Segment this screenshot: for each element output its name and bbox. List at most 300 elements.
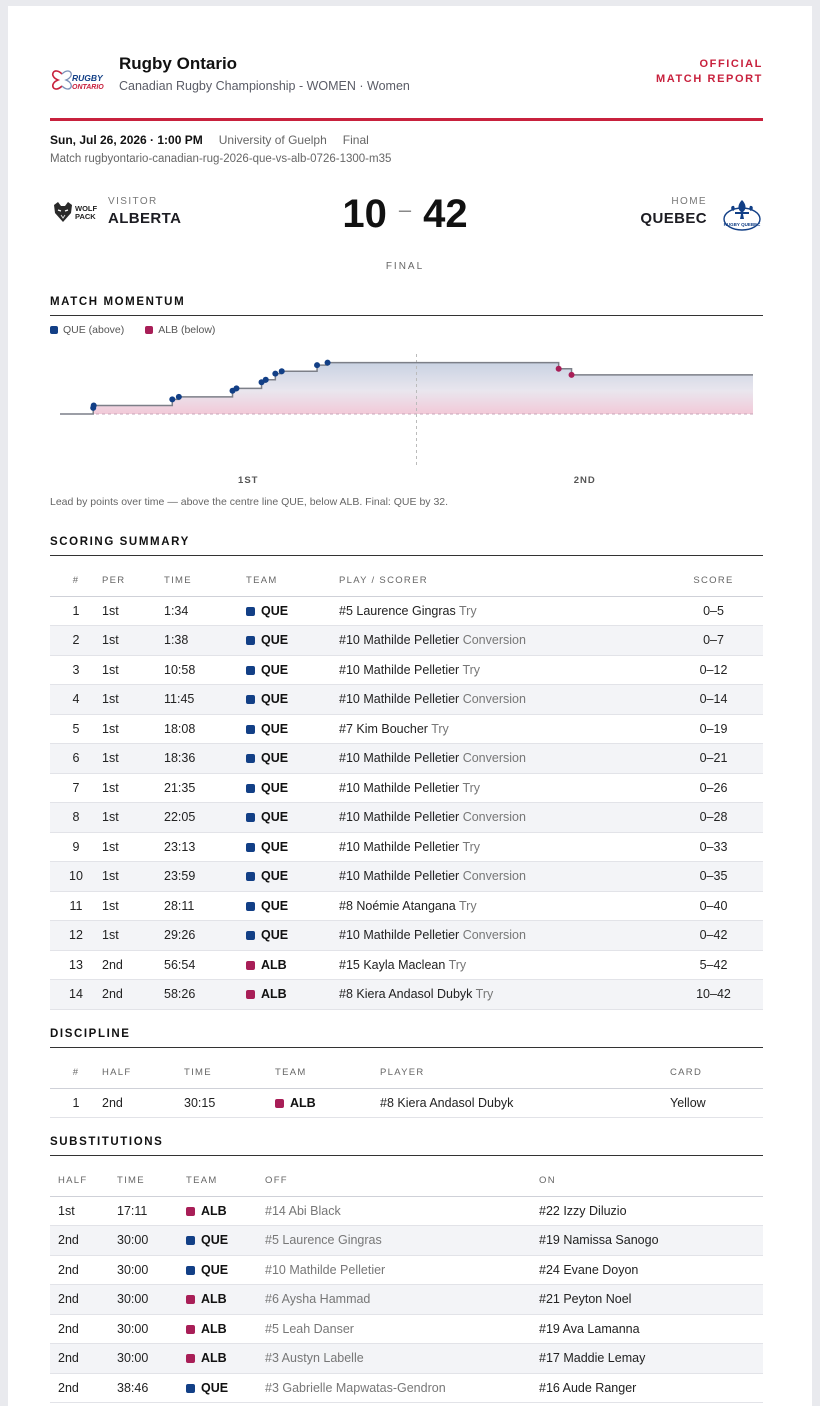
team-code: QUE <box>201 1233 229 1248</box>
scorer-name: #10 Mathilde Pelletier <box>339 633 460 648</box>
row-half: 2nd <box>50 1255 117 1285</box>
row-score: 5–42 <box>664 950 763 980</box>
score-event-dot <box>314 362 320 368</box>
momentum-section-title: MATCH MOMENTUM <box>50 296 763 316</box>
row-time: 22:05 <box>164 803 246 833</box>
play-type: Conversion <box>462 751 526 766</box>
scoring-row <box>50 596 763 626</box>
row-team <box>246 773 339 803</box>
row-play <box>339 596 664 626</box>
scorer-name: #10 Mathilde Pelletier <box>339 662 460 677</box>
player-off: #6 Aysha Hammad <box>265 1285 539 1315</box>
momentum-area <box>60 363 753 414</box>
col-player: PLAYER <box>380 1058 670 1088</box>
row-play <box>339 685 664 715</box>
row-play <box>339 980 664 1010</box>
col-team: TEAM <box>186 1166 265 1196</box>
player-on: #17 Maddie Lemay <box>539 1344 763 1374</box>
row-score: 0–26 <box>664 773 763 803</box>
que-swatch <box>246 636 255 645</box>
match-meta <box>50 133 385 147</box>
team-code: QUE <box>261 780 289 795</box>
row-score: 0–42 <box>664 921 763 951</box>
score-event-dot <box>176 394 182 400</box>
period-label-1st: 1ST <box>238 475 259 486</box>
que-swatch <box>186 1384 195 1393</box>
row-period: 1st <box>102 832 164 862</box>
row-play <box>339 744 664 774</box>
row-time: 11:45 <box>164 685 246 715</box>
scorer-name: #8 Kiera Andasol Dubyk <box>339 987 473 1002</box>
player-on: #21 Peyton Noel <box>539 1285 763 1315</box>
scoring-row <box>50 950 763 980</box>
row-team <box>246 744 339 774</box>
row-time: 30:00 <box>117 1285 186 1315</box>
row-period: 1st <box>102 862 164 892</box>
wolfpack-logo <box>52 201 104 223</box>
col-team: TEAM <box>275 1058 380 1088</box>
row-time: 21:35 <box>164 773 246 803</box>
row-period: 1st <box>102 921 164 951</box>
discipline-section-title: DISCIPLINE <box>50 1028 763 1048</box>
row-time: 18:36 <box>164 744 246 774</box>
row-half: 2nd <box>50 1285 117 1315</box>
row-team <box>186 1226 265 1256</box>
que-swatch <box>246 754 255 763</box>
row-play <box>339 655 664 685</box>
match-id: Match rugbyontario-canadian-rug-2026-que-vs-alb-0726-1300-m35 <box>50 153 392 165</box>
match-venue: University of Guelph <box>218 133 327 147</box>
row-number: 12 <box>50 921 102 951</box>
que-swatch <box>246 784 255 793</box>
score-event-dot <box>263 377 269 383</box>
row-team <box>186 1196 265 1226</box>
svg-text:RUGBY QUEBEC: RUGBY QUEBEC <box>723 222 761 227</box>
play-type: Try <box>462 839 481 854</box>
scoring-section-title: SCORING SUMMARY <box>50 536 763 556</box>
team-code: QUE <box>261 721 289 736</box>
scoring-row <box>50 832 763 862</box>
row-time: 23:13 <box>164 832 246 862</box>
row-team <box>186 1314 265 1344</box>
scorer-name: #7 Kim Boucher <box>339 721 428 736</box>
que-swatch <box>246 843 255 852</box>
row-team <box>246 921 339 951</box>
que-swatch <box>50 326 58 334</box>
scorer-name: #10 Mathilde Pelletier <box>339 780 460 795</box>
row-half: 2nd <box>102 1088 184 1117</box>
scorer-name: #10 Mathilde Pelletier <box>339 928 460 943</box>
scorer-name: #10 Mathilde Pelletier <box>339 751 460 766</box>
official-line: OFFICIAL <box>699 58 763 70</box>
play-type: Conversion <box>462 810 526 825</box>
row-team <box>246 626 339 656</box>
player-off: #5 Leah Danser <box>265 1314 539 1344</box>
legend-que-label: QUE (above) <box>63 324 125 336</box>
substitution-row <box>50 1196 763 1226</box>
col-half: HALF <box>50 1166 117 1196</box>
row-team <box>186 1255 265 1285</box>
home-score: 42 <box>423 192 468 236</box>
row-time: 30:00 <box>117 1314 186 1344</box>
row-team <box>275 1088 380 1117</box>
row-time: 30:00 <box>117 1226 186 1256</box>
svg-text:ONTARIO: ONTARIO <box>72 84 104 91</box>
team-code: QUE <box>261 633 289 648</box>
que-swatch <box>246 607 255 616</box>
row-team <box>246 714 339 744</box>
row-time: 38:46 <box>117 1373 186 1403</box>
row-card: Yellow <box>670 1088 763 1117</box>
scorer-name: #10 Mathilde Pelletier <box>339 810 460 825</box>
scoring-row <box>50 803 763 833</box>
row-period: 1st <box>102 714 164 744</box>
row-half: 2nd <box>50 1314 117 1344</box>
visitor-label: VISITOR <box>108 196 158 207</box>
row-team <box>246 891 339 921</box>
row-time: 1:38 <box>164 626 246 656</box>
team-code: ALB <box>201 1321 227 1336</box>
alb-swatch <box>186 1325 195 1334</box>
play-type: Try <box>431 721 449 736</box>
row-half: 1st <box>50 1196 117 1226</box>
que-swatch <box>186 1266 195 1275</box>
col-num: # <box>50 1058 102 1088</box>
discipline-table <box>50 1058 763 1118</box>
team-code: QUE <box>261 603 289 618</box>
que-swatch <box>246 666 255 675</box>
row-number: 9 <box>50 832 102 862</box>
row-team <box>246 596 339 626</box>
scorer-name: #8 Noémie Atangana <box>339 898 456 913</box>
final-score <box>290 192 520 237</box>
header-divider <box>50 118 763 121</box>
scoring-row <box>50 685 763 715</box>
play-type: Try <box>459 603 477 618</box>
row-period: 1st <box>102 596 164 626</box>
row-number: 8 <box>50 803 102 833</box>
row-time: 28:11 <box>164 891 246 921</box>
home-label: HOME <box>671 196 707 207</box>
row-score: 0–40 <box>664 891 763 921</box>
row-team <box>246 803 339 833</box>
momentum-legend <box>50 324 233 336</box>
player-on: #19 Namissa Sanogo <box>539 1226 763 1256</box>
scoring-row <box>50 891 763 921</box>
row-period: 1st <box>102 655 164 685</box>
row-number: 1 <box>50 596 102 626</box>
que-swatch <box>246 725 255 734</box>
row-team <box>186 1373 265 1403</box>
team-code: QUE <box>201 1380 229 1395</box>
final-label: FINAL <box>385 261 425 272</box>
row-number: 3 <box>50 655 102 685</box>
team-code: QUE <box>261 751 289 766</box>
row-team <box>246 950 339 980</box>
score-event-dot <box>233 385 239 391</box>
row-team <box>246 685 339 715</box>
player-off: #5 Laurence Gingras <box>265 1226 539 1256</box>
row-number: 10 <box>50 862 102 892</box>
row-team <box>246 862 339 892</box>
row-time: 58:26 <box>164 980 246 1010</box>
team-code: QUE <box>261 662 289 677</box>
visitor-team-name: ALBERTA <box>108 210 182 227</box>
row-number: 14 <box>50 980 102 1010</box>
score-event-dot <box>91 402 97 408</box>
match-status: Final <box>342 133 369 147</box>
visitor-score: 10 <box>342 192 387 236</box>
row-time: 56:54 <box>164 950 246 980</box>
score-dash: – <box>398 197 412 222</box>
score-event-dot <box>556 366 562 372</box>
row-score: 0–7 <box>664 626 763 656</box>
player-on: #24 Evane Doyon <box>539 1255 763 1285</box>
col-on: ON <box>539 1166 763 1196</box>
que-swatch <box>246 695 255 704</box>
row-score: 0–14 <box>664 685 763 715</box>
team-code: ALB <box>290 1095 316 1110</box>
row-play <box>339 950 664 980</box>
team-code: QUE <box>261 810 289 825</box>
row-team <box>246 832 339 862</box>
play-type: Conversion <box>462 692 526 707</box>
que-swatch <box>246 931 255 940</box>
player-on: #22 Izzy Diluzio <box>539 1196 763 1226</box>
row-score: 0–33 <box>664 832 763 862</box>
play-type: Try <box>459 898 477 913</box>
row-number: 4 <box>50 685 102 715</box>
score-event-dot <box>169 396 175 402</box>
scoring-row <box>50 773 763 803</box>
row-period: 2nd <box>102 950 164 980</box>
row-time: 23:59 <box>164 862 246 892</box>
row-half: 2nd <box>50 1344 117 1374</box>
scoring-row <box>50 655 763 685</box>
report-content <box>50 6 763 1395</box>
rugby-ontario-logo <box>50 66 104 96</box>
scoring-row <box>50 862 763 892</box>
row-score: 0–21 <box>664 744 763 774</box>
play-type: Try <box>462 780 481 795</box>
substitutions-section-title: SUBSTITUTIONS <box>50 1136 763 1156</box>
substitution-row <box>50 1314 763 1344</box>
que-swatch <box>246 872 255 881</box>
alb-swatch <box>186 1295 195 1304</box>
play-type: Try <box>462 662 481 677</box>
row-time: 18:08 <box>164 714 246 744</box>
team-code: ALB <box>261 987 287 1002</box>
substitutions-table <box>50 1166 763 1403</box>
alb-swatch <box>145 326 153 334</box>
row-score: 0–5 <box>664 596 763 626</box>
row-score: 0–28 <box>664 803 763 833</box>
team-code: ALB <box>201 1292 227 1307</box>
row-play <box>339 773 664 803</box>
scoring-table <box>50 566 763 1010</box>
row-play <box>339 803 664 833</box>
player-off: #10 Mathilde Pelletier <box>265 1255 539 1285</box>
row-team <box>186 1285 265 1315</box>
col-score: SCORE <box>664 566 763 596</box>
rugby-quebec-logo <box>721 196 763 232</box>
alb-swatch <box>275 1099 284 1108</box>
substitution-row <box>50 1285 763 1315</box>
scoring-row <box>50 626 763 656</box>
que-swatch <box>246 902 255 911</box>
row-play <box>339 862 664 892</box>
play-type: Conversion <box>462 633 526 648</box>
row-period: 1st <box>102 803 164 833</box>
col-play: PLAY / SCORER <box>339 566 664 596</box>
player-off: #3 Austyn Labelle <box>265 1344 539 1374</box>
player-off: #14 Abi Black <box>265 1196 539 1226</box>
substitution-row <box>50 1226 763 1256</box>
col-half: HALF <box>102 1058 184 1088</box>
col-team: TEAM <box>246 566 339 596</box>
alb-swatch <box>246 990 255 999</box>
score-event-dot <box>325 360 331 366</box>
scoring-row <box>50 980 763 1010</box>
row-score: 10–42 <box>664 980 763 1010</box>
substitution-row <box>50 1373 763 1403</box>
row-number: 6 <box>50 744 102 774</box>
row-period: 1st <box>102 773 164 803</box>
row-team <box>246 655 339 685</box>
row-play <box>339 921 664 951</box>
alb-swatch <box>186 1354 195 1363</box>
scoring-row <box>50 744 763 774</box>
score-event-dot <box>279 368 285 374</box>
momentum-caption: Lead by points over time — above the centre line QUE, below ALB. Final: QUE by 32. <box>50 496 449 508</box>
row-period: 1st <box>102 744 164 774</box>
col-time: TIME <box>164 566 246 596</box>
que-swatch <box>246 813 255 822</box>
col-num: # <box>50 566 102 596</box>
row-time: 29:26 <box>164 921 246 951</box>
discipline-row <box>50 1088 763 1117</box>
player-off: #3 Gabrielle Mapwatas-Gendron <box>265 1373 539 1403</box>
row-score: 0–35 <box>664 862 763 892</box>
row-play <box>339 891 664 921</box>
team-code: QUE <box>201 1262 229 1277</box>
row-period: 1st <box>102 891 164 921</box>
alb-swatch <box>246 961 255 970</box>
col-per: PER <box>102 566 164 596</box>
svg-text:PACK: PACK <box>75 212 96 221</box>
score-event-dot <box>569 372 575 378</box>
period-label-2nd: 2ND <box>573 475 596 486</box>
svg-text:WOLF: WOLF <box>75 204 98 213</box>
discipline-header-row <box>50 1058 763 1088</box>
col-card: CARD <box>670 1058 763 1088</box>
row-number: 13 <box>50 950 102 980</box>
row-team <box>186 1344 265 1374</box>
row-number: 2 <box>50 626 102 656</box>
col-off: OFF <box>265 1166 539 1196</box>
player-on: #16 Aude Ranger <box>539 1373 763 1403</box>
play-type: Conversion <box>462 869 526 884</box>
scorer-name: #15 Kayla Maclean <box>339 957 446 972</box>
row-play <box>339 714 664 744</box>
player-on: #19 Ava Lamanna <box>539 1314 763 1344</box>
play-type: Try <box>448 957 467 972</box>
momentum-chart <box>50 346 763 491</box>
team-code: QUE <box>261 898 289 913</box>
team-code: QUE <box>261 692 289 707</box>
team-code: ALB <box>201 1203 227 1218</box>
row-score: 0–19 <box>664 714 763 744</box>
org-name: Rugby Ontario <box>119 54 238 73</box>
scoring-header-row <box>50 566 763 596</box>
legend-item-alb <box>145 324 215 336</box>
row-time: 10:58 <box>164 655 246 685</box>
row-period: 2nd <box>102 980 164 1010</box>
report-sheet <box>8 6 812 1406</box>
legend-alb-label: ALB (below) <box>158 324 216 336</box>
substitution-row <box>50 1255 763 1285</box>
row-play <box>339 832 664 862</box>
row-time: 30:00 <box>117 1255 186 1285</box>
score-event-dot <box>272 371 278 377</box>
team-code: ALB <box>201 1351 227 1366</box>
row-number: 1 <box>50 1088 102 1117</box>
row-number: 5 <box>50 714 102 744</box>
row-period: 1st <box>102 626 164 656</box>
svg-text:RUGBY: RUGBY <box>72 73 103 83</box>
play-type: Conversion <box>462 928 526 943</box>
team-code: QUE <box>261 869 289 884</box>
row-half: 2nd <box>50 1373 117 1403</box>
play-type: Try <box>475 987 494 1002</box>
row-number: 7 <box>50 773 102 803</box>
official-match-report-label <box>656 57 763 87</box>
legend-item-que <box>50 324 124 336</box>
scorer-name: #5 Laurence Gingras <box>339 603 456 618</box>
row-half: 2nd <box>50 1226 117 1256</box>
report-header <box>50 6 763 121</box>
row-period: 1st <box>102 685 164 715</box>
competition-name: Canadian Rugby Championship - WOMEN · Women <box>119 79 410 93</box>
subs-header-row <box>50 1166 763 1196</box>
alb-swatch <box>186 1207 195 1216</box>
que-swatch <box>186 1236 195 1245</box>
scoring-row <box>50 921 763 951</box>
row-time: 1:34 <box>164 596 246 626</box>
row-number: 11 <box>50 891 102 921</box>
team-code: QUE <box>261 839 289 854</box>
row-time: 30:00 <box>117 1344 186 1374</box>
row-player: #8 Kiera Andasol Dubyk <box>380 1088 670 1117</box>
match-report-line: MATCH REPORT <box>656 73 763 85</box>
row-team <box>246 980 339 1010</box>
scorer-name: #10 Mathilde Pelletier <box>339 692 460 707</box>
row-time: 17:11 <box>117 1196 186 1226</box>
row-score: 0–12 <box>664 655 763 685</box>
row-time: 30:15 <box>184 1088 275 1117</box>
home-team-name: QUEBEC <box>640 210 707 227</box>
col-time: TIME <box>184 1058 275 1088</box>
team-code: QUE <box>261 928 289 943</box>
scorer-name: #10 Mathilde Pelletier <box>339 839 460 854</box>
col-time: TIME <box>117 1166 186 1196</box>
team-code: ALB <box>261 957 287 972</box>
substitution-row <box>50 1344 763 1374</box>
scorer-name: #10 Mathilde Pelletier <box>339 869 460 884</box>
scoring-row <box>50 714 763 744</box>
row-play <box>339 626 664 656</box>
match-datetime: Sun, Jul 26, 2026 · 1:00 PM <box>50 133 203 147</box>
